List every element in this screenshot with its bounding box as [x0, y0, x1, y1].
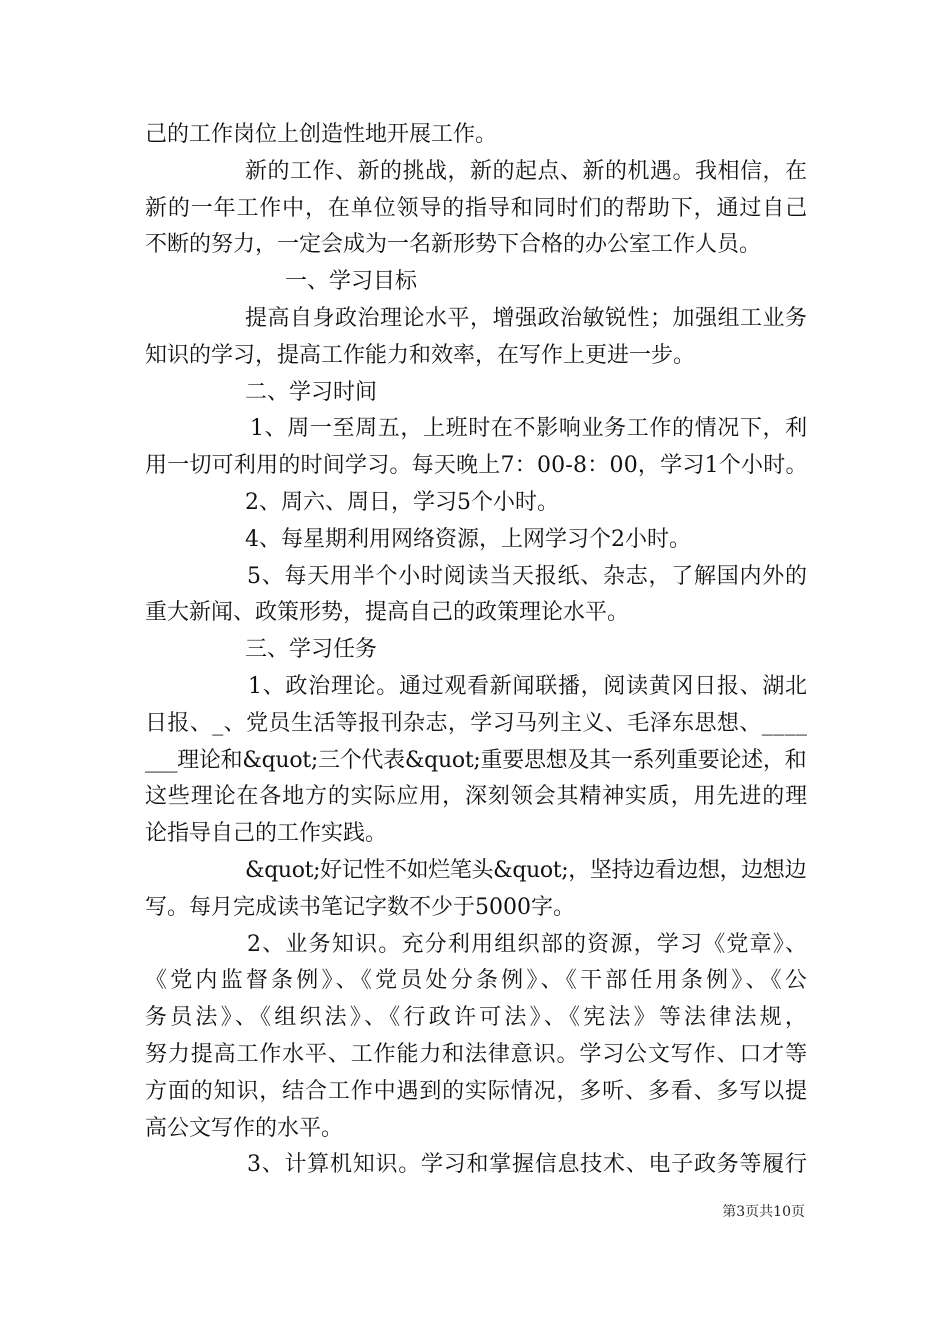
- text-line: 4、每星期利用网络资源，上网学习个2小时。: [245, 526, 691, 552]
- text-line: 努力提高工作水平、工作能力和法律意识。学习公文写作、口才等: [145, 1042, 808, 1067]
- text-line: 方面的知识，结合工作中遇到的实际情况，多听、多看、多写以提: [145, 1078, 808, 1104]
- text-line: 务员法》、《组织法》、《行政许可法》、《宪法》等法律法规，: [145, 1005, 811, 1031]
- text-line: 重大新闻、政策形势，提高自己的政策理论水平。: [145, 600, 630, 626]
- text-line: 提高自身政治理论水平，增强政治敏锐性；加强组工业务: [245, 306, 808, 331]
- text-line: 二、学习时间: [245, 379, 378, 405]
- text-line: 日报、_、党员生活等报刊杂志，学习马列主义、毛泽东思想、____: [145, 710, 808, 736]
- text-line: 2、业务知识。充分利用组织部的资源，学习《党章》、: [247, 931, 809, 957]
- text-line: 新的工作、新的挑战，新的起点、新的机遇。我相信，在: [245, 158, 808, 184]
- text-line: 不断的努力，一定会成为一名新形势下合格的办公室工作人员。: [145, 232, 762, 258]
- text-line: &quot;好记性不如烂笔头&quot;，坚持边看边想，边想边: [245, 858, 807, 883]
- text-line: 写。每月完成读书笔记字数不少于5000字。: [145, 894, 575, 920]
- text-line: 高公文写作的水平。: [145, 1115, 344, 1141]
- text-line: 论指导自己的工作实践。: [145, 821, 388, 847]
- text-line: 这些理论在各地方的实际应用，深刻领会其精神实质，用先进的理: [145, 784, 808, 810]
- text-line: 三、学习任务: [245, 637, 378, 663]
- text-line: 1、政治理论。通过观看新闻联播，阅读黄冈日报、湖北: [248, 674, 808, 699]
- text-line: 新的一年工作中，在单位领导的指导和同时们的帮助下，通过自己: [145, 195, 808, 221]
- text-line: 用一切可利用的时间学习。每天晚上7：00-8：00，学习1个小时。: [145, 453, 808, 479]
- page-number-footer: 第3页共10页: [722, 1204, 805, 1220]
- text-line: 知识的学习，提高工作能力和效率，在写作上更进一步。: [145, 342, 696, 368]
- text-line: 1、周一至周五，上班时在不影响业务工作的情况下，利: [250, 416, 808, 442]
- text-line: ___理论和&quot;三个代表&quot;重要思想及其一系列重要论述，和: [145, 747, 807, 773]
- text-line: 《党内监督条例》、《党员处分条例》、《干部任用条例》、《公: [145, 968, 811, 994]
- text-line: 2、周六、周日，学习5个小时。: [245, 490, 559, 515]
- text-line: 5、每天用半个小时阅读当天报纸、杂志，了解国内外的: [247, 563, 808, 589]
- text-line: 3、计算机知识。学习和掌握信息技术、电子政务等履行: [247, 1152, 808, 1178]
- text-line: 一、学习目标: [285, 269, 418, 295]
- text-line: 己的工作岗位上创造性地开展工作。: [145, 122, 498, 147]
